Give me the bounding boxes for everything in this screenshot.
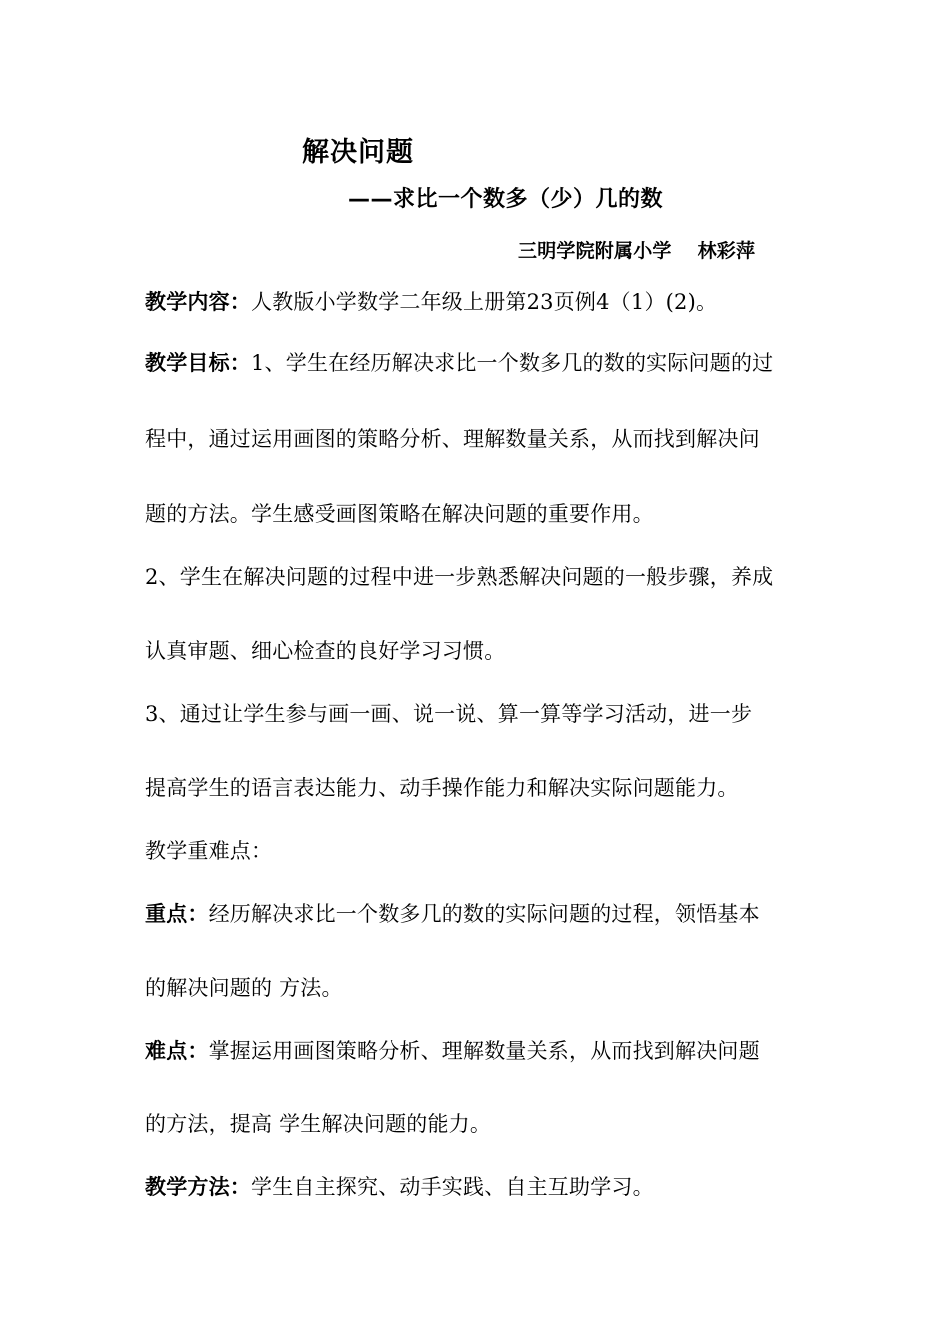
- goals-line-5: 认真审题、细心检查的良好学习习惯。: [145, 639, 506, 663]
- difficulty-label: 难点：: [145, 1039, 209, 1063]
- difficulty-line-1: [145, 1037, 760, 1065]
- focus-line-1: [145, 900, 760, 928]
- goals-line-1: [145, 349, 773, 377]
- content-text: 人教版小学数学二年级上册第23页例4（1）(2)。: [251, 290, 718, 314]
- focus-label: 重点：: [145, 902, 209, 926]
- author-school: 三明学院附属小学: [518, 240, 672, 262]
- goals-line-2: 程中，通过运用画图的策略分析、理解数量关系，从而找到解决问: [145, 427, 760, 451]
- content-paragraph: [145, 288, 717, 316]
- method-text: 学生自主探究、动手实践、自主互助学习。: [251, 1175, 654, 1199]
- keypoints-heading: 教学重难点：: [145, 839, 273, 863]
- document-title: 解决问题: [302, 137, 414, 168]
- author-name: 林彩萍: [697, 240, 756, 262]
- content-label: 教学内容：: [145, 290, 251, 314]
- document-subtitle: ——求比一个数多（少）几的数: [348, 187, 664, 212]
- goals-label: 教学目标：: [145, 351, 251, 375]
- goals-text-1: 1、学生在经历解决求比一个数多几的数的实际问题的过: [251, 351, 774, 375]
- method-label: 教学方法：: [145, 1175, 251, 1199]
- goals-line-6: 3、通过让学生参与画一画、说一说、算一算等学习活动，进一步: [145, 702, 753, 726]
- method-paragraph: [145, 1173, 654, 1201]
- goals-line-7: 提高学生的语言表达能力、动手操作能力和解决实际问题能力。: [145, 776, 739, 800]
- focus-text-1: 经历解决求比一个数多几的数的实际问题的过程，领悟基本: [208, 902, 760, 926]
- focus-line-2: 的解决问题的 方法。: [145, 976, 343, 1000]
- author-line: [518, 238, 755, 264]
- difficulty-line-2: 的方法，提高 学生解决问题的能力。: [145, 1112, 492, 1136]
- difficulty-text-1: 掌握运用画图策略分析、理解数量关系，从而找到解决问题: [208, 1039, 760, 1063]
- goals-line-4: 2、学生在解决问题的过程中进一步熟悉解决问题的一般步骤，养成: [145, 565, 774, 589]
- goals-line-3: 题的方法。学生感受画图策略在解决问题的重要作用。: [145, 502, 654, 526]
